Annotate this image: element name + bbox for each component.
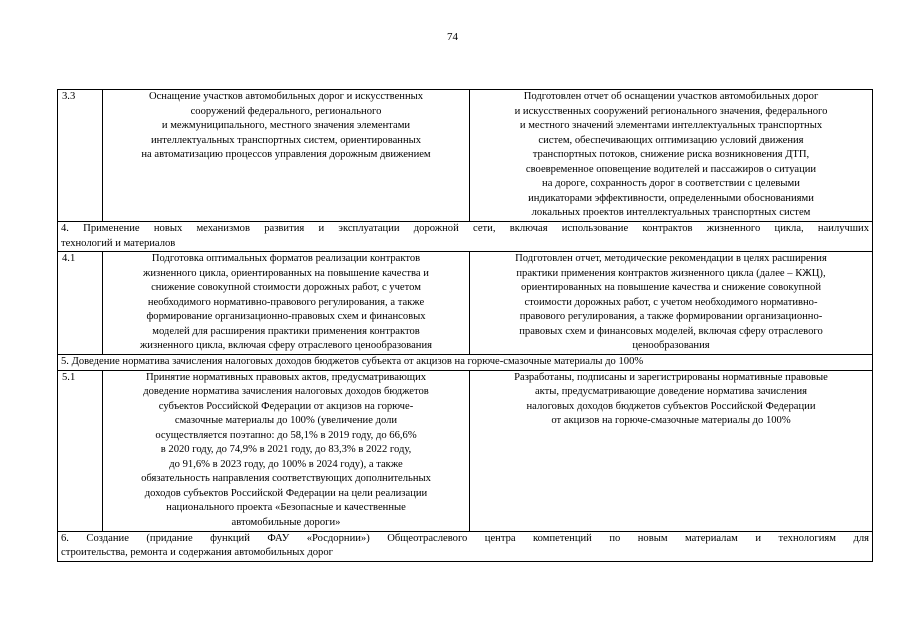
- row-number: 3.3: [62, 91, 76, 102]
- section-heading-6: [58, 531, 873, 561]
- result-line: стоимости дорожных работ, с учетом необходимого нормативно-: [524, 296, 818, 308]
- result-cell: [470, 252, 873, 355]
- section-line: строительства, ремонта и содержания автомобильных дорог: [61, 547, 333, 558]
- activity-line: Подготовка оптимальных форматов реализации контрактов: [151, 253, 421, 264]
- activity-line: смазочные материалы до 100% (увеличение доли: [174, 415, 398, 426]
- table-row-5-1: [58, 370, 873, 531]
- result-line: ориентированных на повышение качества и снижение совокупной: [520, 282, 821, 293]
- row-number: 4.1: [62, 253, 76, 264]
- result-line: Подготовлен отчет об оснащении участков автомобильных дорог: [523, 91, 819, 102]
- page-number: 74: [447, 31, 458, 43]
- result-line: локальных проектов интеллектуальных транспортных систем: [531, 207, 811, 218]
- result-line: ценообразования: [632, 340, 710, 351]
- result-line: налоговых доходов бюджетов субъектов Российской Федерации: [526, 400, 816, 412]
- row-number-cell: [58, 370, 103, 531]
- section-line: 6. Создание (придание функций ФАУ «Росдорнии») Общеотраслевого центра компетенций по новым материалам и технологиям для: [61, 532, 869, 544]
- section-row-6: [58, 531, 873, 561]
- activity-line: в 2020 году, до 74,9% в 2021 году, до 83,3% в 2022 году,: [160, 444, 412, 455]
- activity-line: Принятие нормативных правовых актов, предусматривающих: [145, 371, 427, 383]
- activity-line: сооружений федерального, регионального: [190, 105, 382, 117]
- result-line: правовых схем и финансовых моделей, включая сферу отраслевого: [519, 325, 823, 337]
- result-line: транспортных потоков, снижение риска возникновения ДТП,: [532, 149, 810, 160]
- result-line: систем, обеспечивающих оптимизацию условий движения: [538, 134, 804, 146]
- row-number-cell: [58, 90, 103, 222]
- activity-line: до 91,6% в 2023 году, до 100% в 2024 году), а также: [169, 458, 403, 470]
- activity-line: жизненного цикла, ориентированных на повышение качества и: [143, 267, 429, 279]
- activity-line: автомобильные дороги»: [231, 516, 341, 528]
- activity-line: формирование организационно-правовых схем и финансовых: [146, 311, 426, 322]
- section-line: 4. Применение новых механизмов развития и эксплуатации дорожной сети, включая использование контрактов жизненного цикла, наилучших: [61, 223, 869, 234]
- result-line: на дороге, сохранность дорог в соответствии с целевыми: [542, 178, 800, 189]
- activity-line: национального проекта «Безопасные и качественные: [166, 502, 406, 513]
- result-line: Подготовлен отчет, методические рекомендации в целях расширения: [515, 253, 827, 264]
- activity-line: обязательность направления соответствующих дополнительных: [141, 473, 431, 484]
- result-line: правового регулирования, а также формировании организационно-: [519, 311, 823, 322]
- row-number-cell: [58, 252, 103, 355]
- activity-line: жизненного цикла, включая сферу отраслевого ценообразования: [139, 340, 433, 351]
- activity-cell: [103, 370, 470, 531]
- section-heading-5: [58, 355, 873, 371]
- result-line: индикаторами эффективности, определенными обоснованиями: [528, 192, 814, 204]
- result-line: от акцизов на горюче-смазочные материалы до 100%: [551, 415, 791, 426]
- activity-line: интеллектуальных транспортных систем, ориентированных: [150, 134, 422, 146]
- result-line: и местного значений элементами интеллектуальных транспортных: [519, 120, 823, 131]
- activity-line: Оснащение участков автомобильных дорог и искусственных: [148, 91, 424, 102]
- activity-line: моделей для расширения практики применения контрактов: [152, 325, 420, 337]
- activity-line: субъектов Российской Федерации от акцизов на горюче-: [158, 400, 414, 412]
- section-row-4: [58, 222, 873, 252]
- activity-line: осуществляется поэтапно: до 58,1% в 2019 году, до 66,6%: [155, 429, 417, 441]
- section-row-5: [58, 355, 873, 371]
- result-cell: [470, 370, 873, 531]
- activity-line: необходимого нормативно-правового регулирования, а также: [147, 296, 425, 308]
- row-number: 5.1: [62, 371, 76, 383]
- activity-cell: [103, 252, 470, 355]
- result-line: акты, предусматривающие доведение норматива зачисления: [534, 386, 808, 397]
- activity-line: на автоматизацию процессов управления дорожным движением: [141, 149, 431, 160]
- activity-line: доходов субъектов Российской Федерации на цели реализации: [144, 487, 428, 499]
- result-line: своевременное оповещение водителей и пассажиров о ситуации: [525, 163, 817, 175]
- activity-line: и межмуниципального, местного значения элементами: [161, 120, 411, 131]
- measures-table: [57, 89, 873, 562]
- activity-cell: [103, 90, 470, 222]
- section-line: 5. Доведение норматива зачисления налоговых доходов бюджетов субъекта от акцизов на горюче-смазочные материалы до 100%: [61, 356, 644, 367]
- result-line: практики применения контрактов жизненного цикла (далее – КЖЦ),: [516, 267, 826, 279]
- table-row-3-3: [58, 90, 873, 222]
- activity-line: снижение совокупной стоимости дорожных работ, с учетом: [151, 282, 421, 293]
- activity-line: доведение норматива зачисления налоговых доходов бюджетов: [143, 386, 429, 397]
- table-row-4-1: [58, 252, 873, 355]
- section-line: технологий и материалов: [61, 237, 176, 249]
- result-line: и искусственных сооружений регионального значения, федерального: [514, 105, 828, 117]
- result-cell: [470, 90, 873, 222]
- section-heading-4: [58, 222, 873, 252]
- result-line: Разработаны, подписаны и зарегистрированы нормативные правовые: [514, 371, 828, 383]
